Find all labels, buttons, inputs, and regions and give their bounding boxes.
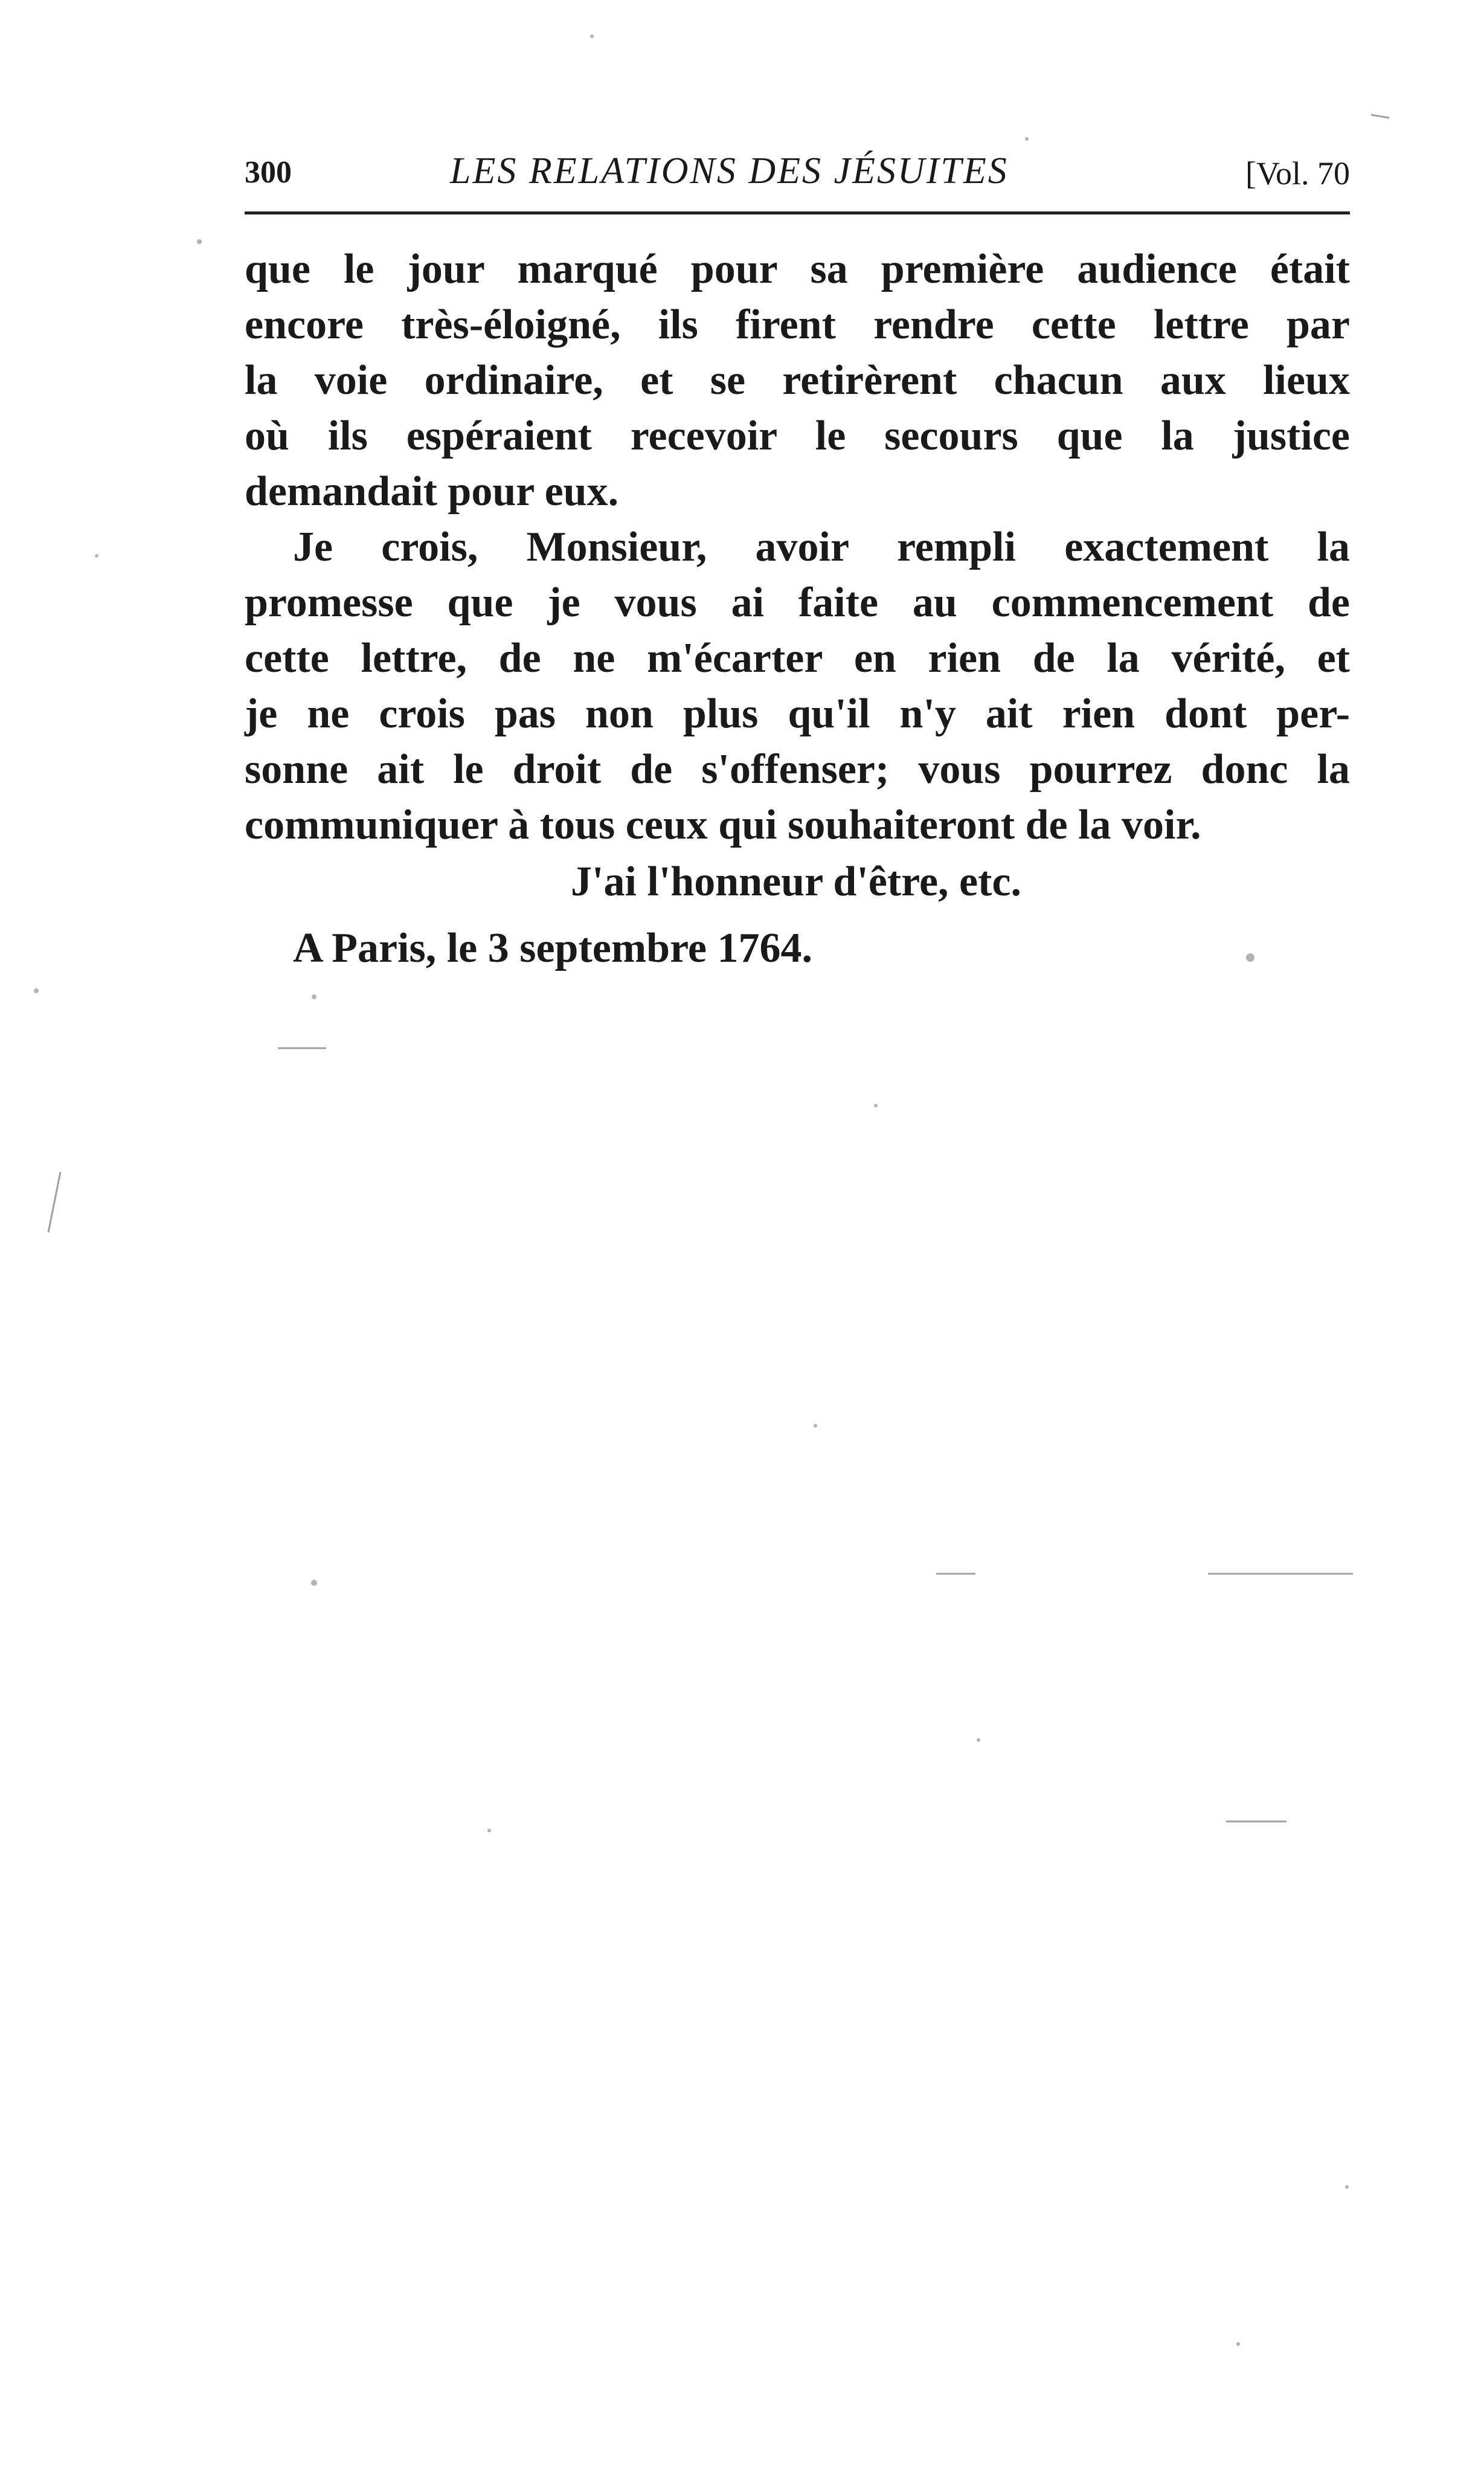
text-line: Je crois, Monsieur, avoir rempli exactement la — [293, 524, 1350, 570]
text-line: promesse que je vous ai faite au commencement de — [245, 579, 1350, 626]
dateline: A Paris, le 3 septembre 1764. — [293, 925, 812, 971]
volume-marker: [Vol. 70 — [1245, 155, 1350, 192]
closing-formula: J'ai l'honneur d'être, etc. — [571, 858, 1021, 905]
text-line: où ils espéraient recevoir le secours que la justice — [245, 413, 1350, 459]
text-line: que le jour marqué pour sa première audience était — [245, 246, 1350, 292]
page-number: 300 — [245, 155, 292, 190]
text-line: encore très-éloigné, ils firent rendre cette lettre par — [245, 301, 1350, 348]
text-line: sonne ait le droit de s'offenser; vous pourrez donc la — [245, 746, 1350, 793]
running-title: LES RELATIONS DES JÉSUITES — [450, 150, 1009, 192]
text-line: cette lettre, de ne m'écarter en rien de la vérité, et — [245, 635, 1350, 681]
text-line: communiquer à tous ceux qui souhaiteront de la voir. — [245, 802, 1201, 848]
text-line: la voie ordinaire, et se retirèrent chacun aux lieux — [245, 357, 1350, 404]
text-line: demandait pour eux. — [245, 468, 619, 515]
text-line: je ne crois pas non plus qu'il n'y ait rien dont per- — [245, 691, 1350, 737]
